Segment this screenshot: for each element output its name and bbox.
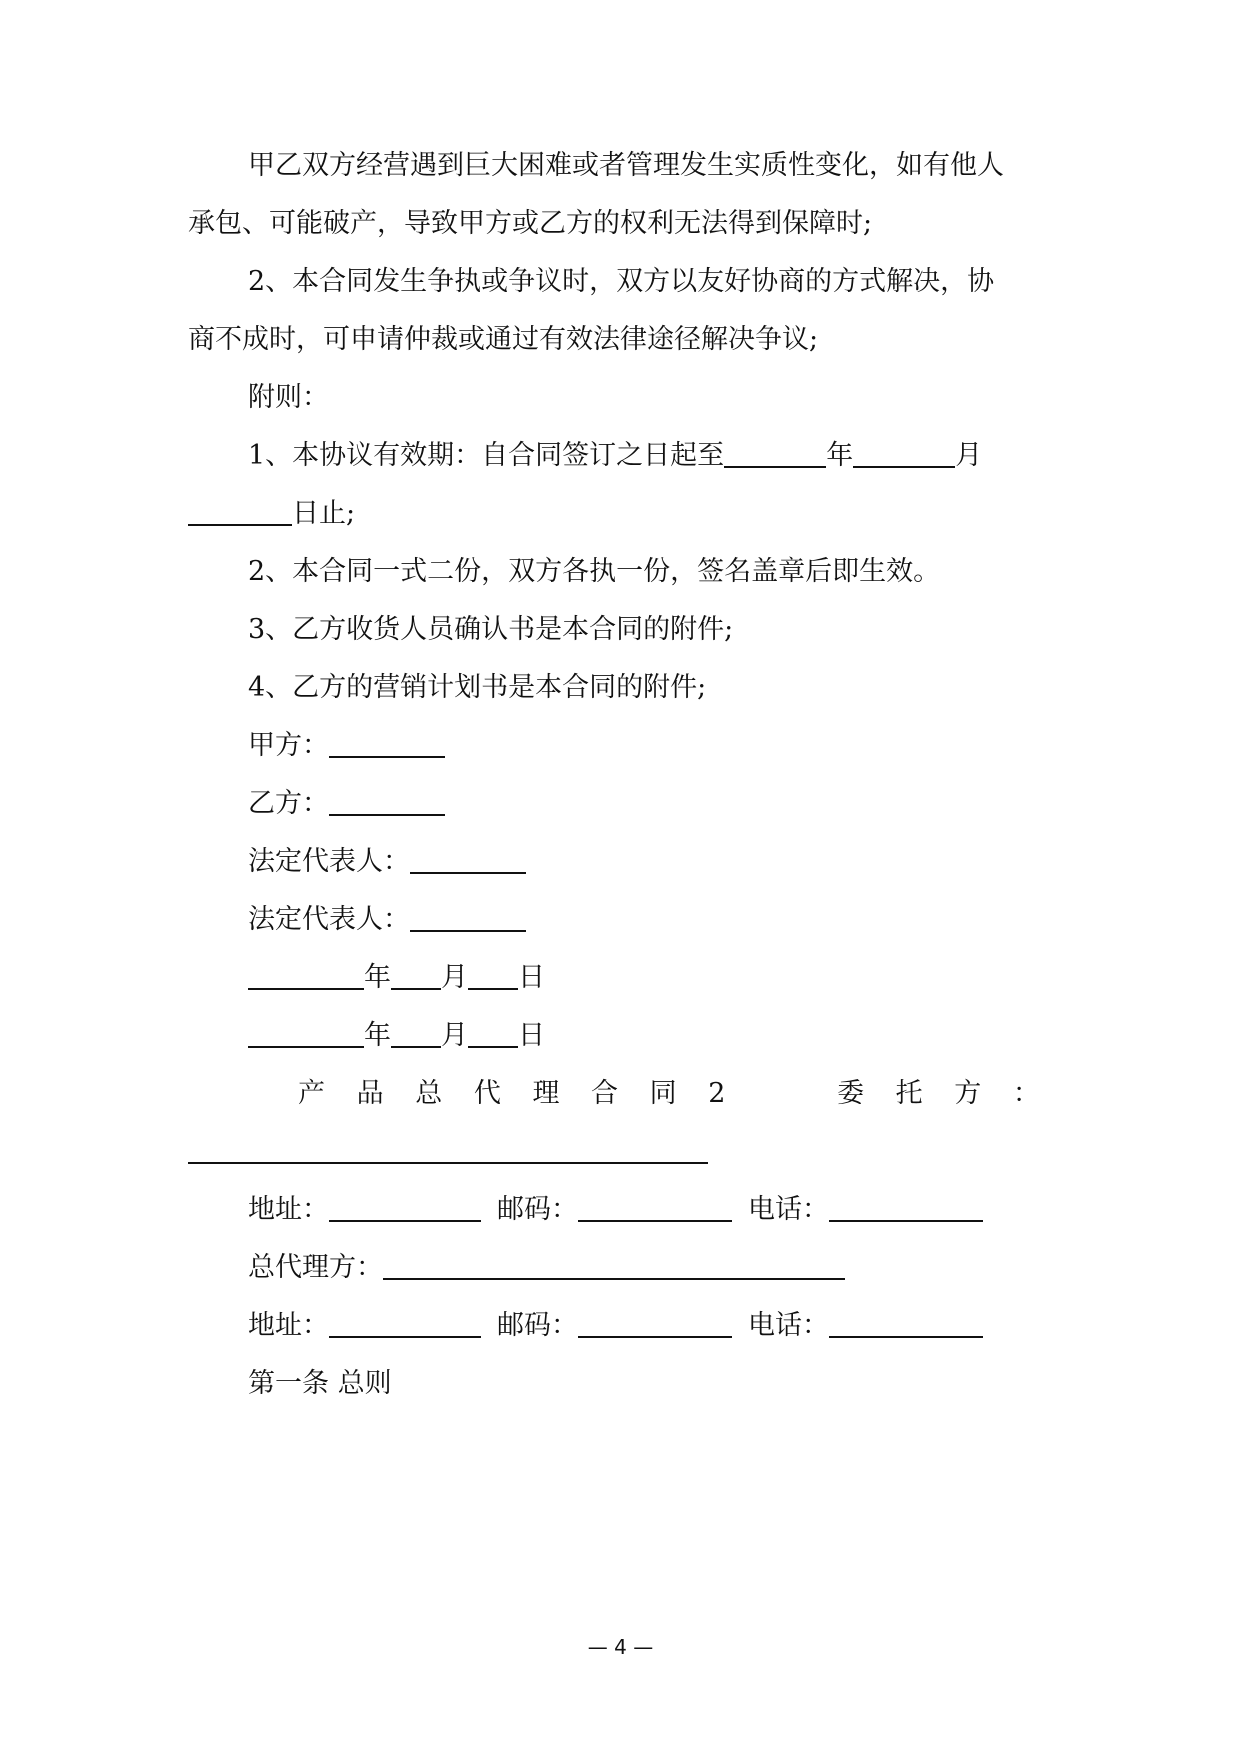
principal-char: 方 — [954, 1078, 982, 1109]
address-blank — [329, 1190, 481, 1222]
paragraph-line: 甲乙双方经营遇到巨大困难或者管理发生实质性变化，如有他人 — [248, 150, 1004, 181]
date-line-2 — [248, 1016, 1068, 1056]
validity-clause — [248, 436, 1068, 476]
year-blank — [724, 436, 826, 468]
day-label: 日 — [518, 962, 545, 993]
article-1-heading: 第一条 总则 — [248, 1368, 392, 1399]
year-label: 年 — [364, 1020, 391, 1051]
day-blank — [188, 494, 292, 526]
month-blank — [391, 1016, 441, 1048]
paragraph-line: 承包、可能破产，导致甲方或乙方的权利无法得到保障时; — [188, 208, 873, 239]
postcode-blank — [578, 1190, 732, 1222]
title-char: 合 — [591, 1078, 619, 1109]
principal-char: ： — [1012, 1078, 1040, 1109]
agent-label: 总代理方： — [248, 1252, 383, 1283]
year-blank — [248, 958, 364, 990]
principal-blank — [188, 1132, 708, 1164]
address-blank — [329, 1306, 481, 1338]
postcode-label: 邮码： — [497, 1310, 578, 1341]
party-b-signature — [248, 784, 1068, 824]
day-end-label: 日止; — [292, 498, 356, 529]
legal-rep-1-blank — [410, 842, 526, 874]
title-char: 产 — [298, 1078, 325, 1109]
appendix-heading: 附则： — [248, 382, 329, 413]
party-a-signature — [248, 726, 1068, 766]
title-char: 同 — [649, 1078, 677, 1109]
date-line-1 — [248, 958, 1068, 998]
agent-contact — [248, 1306, 1068, 1346]
phone-label: 电话： — [748, 1194, 829, 1225]
legal-rep-1 — [248, 842, 1068, 882]
legal-rep-2-blank — [410, 900, 526, 932]
validity-clause-text: 1、本协议有效期：自合同签订之日起至 — [248, 440, 725, 471]
clause-copies: 2、本合同一式二份，双方各执一份，签名盖章后即生效。 — [248, 556, 941, 587]
agent-line — [248, 1248, 1068, 1288]
legal-rep-2-label: 法定代表人： — [248, 904, 410, 935]
year-label: 年 — [826, 440, 854, 471]
principal-contact — [248, 1190, 1068, 1230]
principal-blank-line — [188, 1132, 1068, 1172]
paragraph-line: 商不成时，可申请仲裁或通过有效法律途径解决争议; — [188, 324, 819, 355]
title-char: 2 — [708, 1078, 726, 1109]
title-char: 品 — [356, 1078, 384, 1109]
party-a-label: 甲方： — [248, 730, 329, 761]
principal-char: 托 — [895, 1078, 923, 1109]
phone-label: 电话： — [748, 1310, 829, 1341]
year-blank — [248, 1016, 364, 1048]
legal-rep-1-label: 法定代表人： — [248, 846, 410, 877]
month-label: 月 — [441, 962, 468, 993]
paragraph-line: 2、本合同发生争执或争议时，双方以友好协商的方式解决，协 — [248, 266, 995, 297]
phone-blank — [829, 1190, 983, 1222]
month-label: 月 — [441, 1020, 468, 1051]
party-b-label: 乙方： — [248, 788, 329, 819]
title-char: 代 — [473, 1078, 501, 1109]
party-a-blank — [329, 726, 445, 758]
clause-receipt: 3、乙方收货人员确认书是本合同的附件; — [248, 614, 734, 645]
postcode-label: 邮码： — [497, 1194, 578, 1225]
page-number: — 4 — — [587, 1635, 654, 1659]
month-label: 月 — [955, 440, 983, 471]
day-blank — [468, 958, 518, 990]
title-char: 理 — [532, 1078, 560, 1109]
agent-blank — [383, 1248, 845, 1280]
address-label: 地址： — [248, 1310, 329, 1341]
clause-marketing: 4、乙方的营销计划书是本合同的附件; — [248, 672, 707, 703]
party-b-blank — [329, 784, 445, 816]
contract2-title-line — [298, 1074, 1040, 1114]
validity-clause-end — [188, 494, 1068, 534]
month-blank — [853, 436, 955, 468]
month-blank — [391, 958, 441, 990]
day-blank — [468, 1016, 518, 1048]
phone-blank — [829, 1306, 983, 1338]
title-char: 总 — [415, 1078, 443, 1109]
legal-rep-2 — [248, 900, 1068, 940]
address-label: 地址： — [248, 1194, 329, 1225]
year-label: 年 — [364, 962, 391, 993]
day-label: 日 — [518, 1020, 545, 1051]
principal-char: 委 — [837, 1078, 865, 1109]
postcode-blank — [578, 1306, 732, 1338]
